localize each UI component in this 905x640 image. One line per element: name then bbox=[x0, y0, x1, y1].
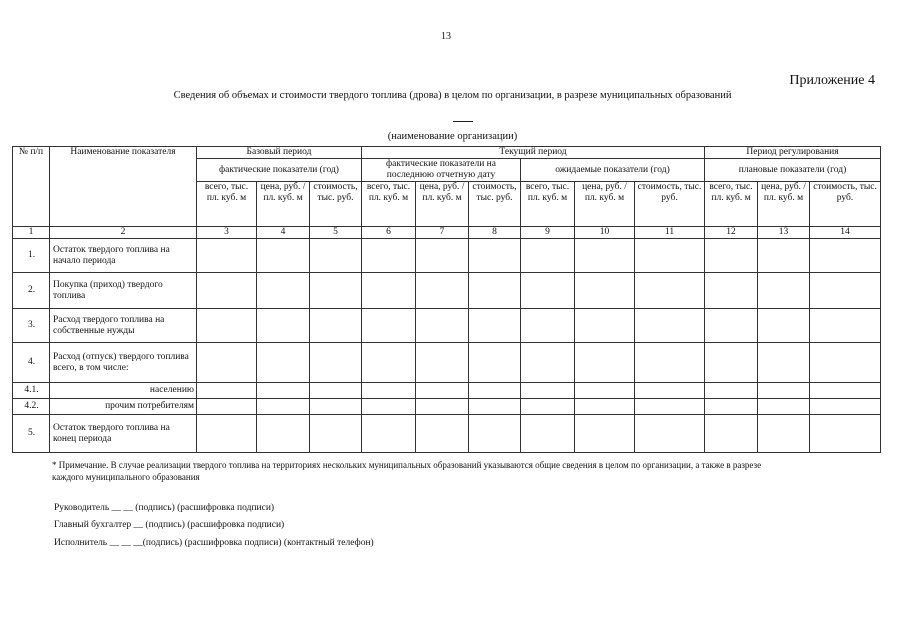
data-cell[interactable] bbox=[416, 415, 469, 453]
data-cell[interactable] bbox=[310, 239, 362, 273]
data-cell[interactable] bbox=[197, 273, 257, 309]
table-row bbox=[13, 343, 881, 383]
data-cell[interactable] bbox=[521, 415, 575, 453]
column-number: 4 bbox=[257, 227, 310, 239]
data-cell[interactable] bbox=[810, 383, 881, 399]
data-cell[interactable] bbox=[635, 399, 705, 415]
row-number: 1. bbox=[13, 239, 50, 273]
row-number: 5. bbox=[13, 415, 50, 453]
data-cell[interactable] bbox=[705, 343, 758, 383]
data-cell[interactable] bbox=[705, 383, 758, 399]
unit-header: всего, тыс. пл. куб. м bbox=[362, 182, 416, 227]
subheader-current-actual: фактические показатели на последнюю отчетную дату bbox=[362, 159, 521, 182]
data-cell[interactable] bbox=[257, 239, 310, 273]
column-number: 10 bbox=[575, 227, 635, 239]
unit-header: стоимость, тыс. руб. bbox=[469, 182, 521, 227]
unit-header: цена, руб. / пл. куб. м bbox=[416, 182, 469, 227]
data-cell[interactable] bbox=[635, 273, 705, 309]
column-number: 2 bbox=[50, 227, 197, 239]
column-number: 13 bbox=[758, 227, 810, 239]
data-cell[interactable] bbox=[575, 383, 635, 399]
data-cell[interactable] bbox=[705, 399, 758, 415]
data-cell[interactable] bbox=[310, 415, 362, 453]
data-cell[interactable] bbox=[635, 415, 705, 453]
data-cell[interactable] bbox=[362, 273, 416, 309]
column-number: 9 bbox=[521, 227, 575, 239]
data-cell[interactable] bbox=[362, 399, 416, 415]
page-number: 13 bbox=[441, 31, 451, 42]
data-cell[interactable] bbox=[257, 383, 310, 399]
data-cell[interactable] bbox=[810, 399, 881, 415]
data-cell[interactable] bbox=[521, 273, 575, 309]
data-cell[interactable] bbox=[705, 309, 758, 343]
data-cell[interactable] bbox=[197, 343, 257, 383]
unit-header: всего, тыс. пл. куб. м bbox=[521, 182, 575, 227]
data-cell[interactable] bbox=[197, 415, 257, 453]
row-number: 4. bbox=[13, 343, 50, 383]
signature-executor: Исполнитель __ __ __(подпись) (расшифровка подписи) (контактный телефон) bbox=[54, 538, 374, 548]
unit-header: стоимость, тыс. руб. bbox=[635, 182, 705, 227]
data-cell[interactable] bbox=[758, 239, 810, 273]
column-number: 6 bbox=[362, 227, 416, 239]
data-cell[interactable] bbox=[197, 309, 257, 343]
data-cell[interactable] bbox=[705, 415, 758, 453]
data-cell[interactable] bbox=[810, 415, 881, 453]
data-cell[interactable] bbox=[257, 415, 310, 453]
row-label: населению bbox=[50, 383, 197, 399]
data-cell[interactable] bbox=[705, 273, 758, 309]
data-cell[interactable] bbox=[758, 399, 810, 415]
row-number: 2. bbox=[13, 273, 50, 309]
data-cell[interactable] bbox=[705, 239, 758, 273]
signature-accountant: Главный бухгалтер __ (подпись) (расшифровка подписи) bbox=[54, 520, 285, 530]
table-row bbox=[13, 415, 881, 453]
data-cell[interactable] bbox=[362, 415, 416, 453]
column-number: 1 bbox=[13, 227, 50, 239]
row-label: Остаток твердого топлива на начало периода bbox=[50, 239, 197, 273]
organization-name-line bbox=[453, 121, 473, 122]
data-cell[interactable] bbox=[469, 399, 521, 415]
data-cell[interactable] bbox=[310, 273, 362, 309]
data-cell[interactable] bbox=[521, 399, 575, 415]
data-cell[interactable] bbox=[469, 273, 521, 309]
unit-header: стоимость, тыс. руб. bbox=[310, 182, 362, 227]
data-cell[interactable] bbox=[362, 239, 416, 273]
data-cell[interactable] bbox=[469, 383, 521, 399]
data-cell[interactable] bbox=[310, 343, 362, 383]
column-number: 12 bbox=[705, 227, 758, 239]
header-current-period: Текущий период bbox=[362, 147, 705, 159]
column-number: 7 bbox=[416, 227, 469, 239]
unit-header: стоимость, тыс. руб. bbox=[810, 182, 881, 227]
data-cell[interactable] bbox=[758, 415, 810, 453]
data-cell[interactable] bbox=[257, 309, 310, 343]
row-label: Покупка (приход) твердого топлива bbox=[50, 273, 197, 309]
data-cell[interactable] bbox=[758, 343, 810, 383]
data-cell[interactable] bbox=[416, 383, 469, 399]
data-cell[interactable] bbox=[635, 239, 705, 273]
data-cell[interactable] bbox=[575, 239, 635, 273]
data-cell[interactable] bbox=[257, 343, 310, 383]
column-number: 5 bbox=[310, 227, 362, 239]
data-cell[interactable] bbox=[575, 309, 635, 343]
header-regulation-period: Период регулирования bbox=[705, 147, 881, 159]
data-cell[interactable] bbox=[758, 273, 810, 309]
row-label: Расход твердого топлива на собственные нужды bbox=[50, 309, 197, 343]
column-number: 3 bbox=[197, 227, 257, 239]
fuel-table bbox=[12, 146, 881, 453]
data-cell[interactable] bbox=[469, 239, 521, 273]
table-row bbox=[13, 309, 881, 343]
data-cell[interactable] bbox=[635, 309, 705, 343]
data-cell[interactable] bbox=[310, 383, 362, 399]
header-col-no: № п/п bbox=[13, 147, 50, 227]
signature-head: Руководитель __ __ (подпись) (расшифровка подписи) bbox=[54, 503, 275, 513]
data-cell[interactable] bbox=[469, 309, 521, 343]
data-cell[interactable] bbox=[810, 343, 881, 383]
data-cell[interactable] bbox=[810, 273, 881, 309]
data-cell[interactable] bbox=[575, 273, 635, 309]
data-cell[interactable] bbox=[521, 309, 575, 343]
unit-header: цена, руб. / пл. куб. м bbox=[257, 182, 310, 227]
data-cell[interactable] bbox=[758, 309, 810, 343]
row-label: прочим потребителям bbox=[50, 399, 197, 415]
data-cell[interactable] bbox=[416, 343, 469, 383]
data-cell[interactable] bbox=[416, 273, 469, 309]
subheader-regulation-planned: плановые показатели (год) bbox=[705, 159, 881, 182]
data-cell[interactable] bbox=[197, 383, 257, 399]
data-cell[interactable] bbox=[635, 343, 705, 383]
unit-header: всего, тыс. пл. куб. м bbox=[197, 182, 257, 227]
table-row bbox=[13, 239, 881, 273]
data-cell[interactable] bbox=[521, 343, 575, 383]
data-cell[interactable] bbox=[758, 383, 810, 399]
data-cell[interactable] bbox=[257, 273, 310, 309]
column-number: 11 bbox=[635, 227, 705, 239]
row-number: 4.1. bbox=[13, 383, 50, 399]
data-cell[interactable] bbox=[469, 415, 521, 453]
data-cell[interactable] bbox=[310, 399, 362, 415]
data-cell[interactable] bbox=[416, 239, 469, 273]
data-cell[interactable] bbox=[575, 399, 635, 415]
data-cell[interactable] bbox=[362, 383, 416, 399]
footnote: * Примечание. В случае реализации твердого топлива на территориях нескольких муниципальных образований указываются общие сведения в целом по организации, а также в разрезе каждого муниципального образования bbox=[52, 460, 762, 482]
subheader-base-actual: фактические показатели (год) bbox=[197, 159, 362, 182]
appendix-label: Приложение 4 bbox=[789, 73, 875, 88]
data-cell[interactable] bbox=[575, 343, 635, 383]
data-cell[interactable] bbox=[521, 239, 575, 273]
row-label: Остаток твердого топлива на конец периода bbox=[50, 415, 197, 453]
row-label: Расход (отпуск) твердого топлива всего, в том числе: bbox=[50, 343, 197, 383]
table-row bbox=[13, 383, 881, 399]
data-cell[interactable] bbox=[257, 399, 310, 415]
column-number: 8 bbox=[469, 227, 521, 239]
subheader-current-expected: ожидаемые показатели (год) bbox=[521, 159, 705, 182]
header-base-period: Базовый период bbox=[197, 147, 362, 159]
data-cell[interactable] bbox=[635, 383, 705, 399]
data-cell[interactable] bbox=[416, 309, 469, 343]
header-col-name: Наименование показателя bbox=[50, 147, 197, 227]
organization-caption: (наименование организации) bbox=[387, 131, 518, 142]
data-cell[interactable] bbox=[310, 309, 362, 343]
data-cell[interactable] bbox=[810, 309, 881, 343]
row-number: 3. bbox=[13, 309, 50, 343]
data-cell[interactable] bbox=[197, 399, 257, 415]
table-row bbox=[13, 399, 881, 415]
data-cell[interactable] bbox=[469, 343, 521, 383]
data-cell[interactable] bbox=[521, 383, 575, 399]
unit-header: цена, руб. / пл. куб. м bbox=[575, 182, 635, 227]
unit-header: цена, руб. / пл. куб. м bbox=[758, 182, 810, 227]
unit-header: всего, тыс. пл. куб. м bbox=[705, 182, 758, 227]
data-cell[interactable] bbox=[197, 239, 257, 273]
data-cell[interactable] bbox=[362, 309, 416, 343]
data-cell[interactable] bbox=[575, 415, 635, 453]
document-title: Сведения об объемах и стоимости твердого топлива (дрова) в целом по организации, в разрезе муниципальных образований bbox=[173, 90, 732, 101]
row-number: 4.2. bbox=[13, 399, 50, 415]
data-cell[interactable] bbox=[810, 239, 881, 273]
column-number: 14 bbox=[810, 227, 881, 239]
data-cell[interactable] bbox=[416, 399, 469, 415]
data-cell[interactable] bbox=[362, 343, 416, 383]
table-row bbox=[13, 273, 881, 309]
